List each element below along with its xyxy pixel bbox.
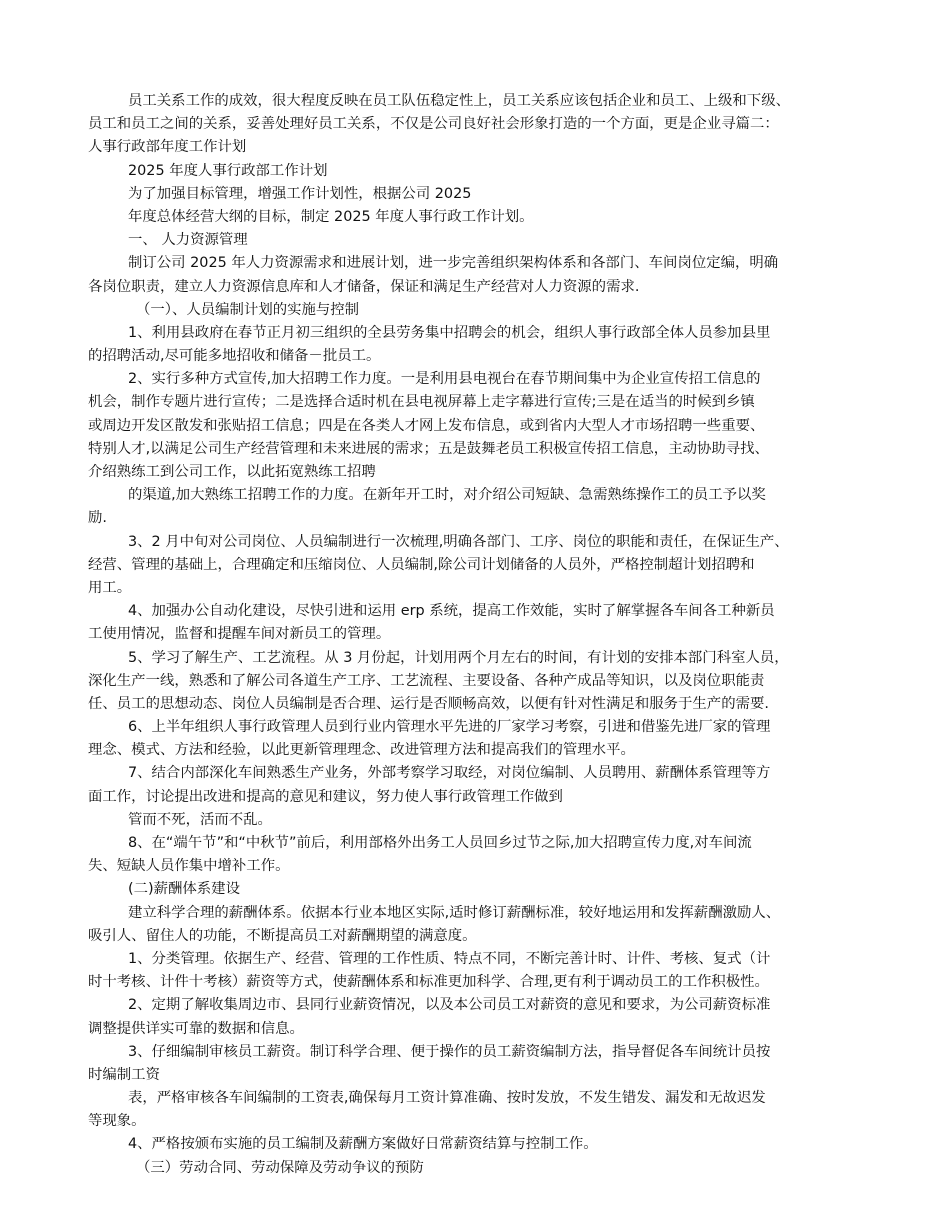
text-line: 各岗位职责，建立人力资源信息库和人才储备，保证和满足生产经营对人力资源的需求. (88, 278, 640, 295)
text-line: 3、仔细编制审核员工薪资。制订科学合理、便于操作的员工薪资编制方法，指导督促各车间统计员按 (128, 1043, 771, 1060)
text-line: 等现象。 (88, 1113, 146, 1130)
text-line: 任、员工的思想动态、岗位人员编制是否合理、运行是否顺畅高效，以便有针对性满足和服务于生产的需要. (88, 695, 769, 712)
text-line: 励. (88, 510, 107, 527)
text-line: 员工和员工之间的关系，妥善处理好员工关系，不仅是公司良好社会形象打造的一个方面，更是企业寻篇二： (88, 116, 779, 133)
text-line: 面工作，讨论提出改进和提高的意见和建议，努力使人事行政管理工作做到 (88, 788, 563, 805)
text-line: 的渠道,加大熟练工招聘工作的力度。在新年开工时，对介绍公司短缺、急需熟练操作工的员工予以奖 (128, 487, 766, 504)
text-line: 年度总体经营大纲的目标，制定 2025 年度人事行政工作计划。 (128, 208, 534, 225)
text-line: 2025 年度人事行政部工作计划 (128, 162, 328, 179)
text-line: 机会，制作专题片进行宣传；二是选择合适时机在县电视屏幕上走字幕进行宣传;三是在适当的时候到乡镇 (88, 394, 755, 411)
text-line: 时编制工资 (88, 1066, 160, 1083)
text-line: 6、上半年组织人事行政管理人员到行业内管理水平先进的厂家学习考察，引进和借鉴先进厂家的管理 (128, 719, 771, 736)
text-line: 4、严格按颁布实施的员工编制及薪酬方案做好日常薪资结算与控制工作。 (128, 1136, 598, 1153)
text-line: 3、2 月中旬对公司岗位、人员编制进行一次梳理,明确各部门、工序、岗位的职能和责任，在保证生产、 (128, 533, 789, 550)
text-line: 8、在“端午节”和“中秋节”前后，利用部格外出务工人员回乡过节之际,加大招聘宣传力度,对车间流 (128, 835, 752, 851)
text-line: 介绍熟练工到公司工作，以此拓宽熟练工招聘 (88, 464, 376, 480)
text-line: 吸引人、留住人的功能，不断提高员工对薪酬期望的满意度。 (88, 927, 477, 944)
text-line: 或周边开发区散发和张贴招工信息；四是在各类人才网上发布信息，或到省内大型人才市场招聘一些重要、 (88, 417, 765, 434)
text-line: 特别人才,以满足公司生产经营管理和未来进展的需求；五是鼓舞老员工积极宣传招工信息，主动协助寻找、 (88, 440, 769, 457)
text-line: 1、分类管理。依据生产、经营、管理的工作性质、特点不同，不断完善计时、计件、考核、复式（计 (128, 950, 771, 967)
section-heading: 一、 人力资源管理 (128, 232, 248, 249)
text-line: 建立科学合理的薪酬体系。依据本行业本地区实际,适时修订薪酬标准，较好地运用和发挥薪酬激励人、 (128, 904, 781, 921)
text-line: 经营、管理的基础上，合理确定和压缩岗位、人员编制,除公司计划储备的人员外，严格控制超计划招聘和 (88, 556, 755, 573)
text-line: 调整提供详实可靠的数据和信息。 (88, 1020, 304, 1037)
text-line: 的招聘活动,尽可能多地招收和储备－批员工。 (88, 348, 381, 365)
text-line: 深化生产一线，熟悉和了解公司各道生产工序、工艺流程、主要设备、各种产成品等知识，以及岗位职能责 (88, 672, 765, 689)
text-line: 5、学习了解生产、工艺流程。从 3 月份起，计划用两个月左右的时间，有计划的安排本部门科室人员， (128, 649, 789, 666)
text-line: 理念、模式、方法和经验，以此更新管理理念、改进管理方法和提高我们的管理水平。 (88, 742, 635, 759)
subsection-heading: (二)薪酬体系建设 (128, 881, 240, 898)
text-line: 用工。 (88, 579, 132, 596)
text-line: 人事行政部年度工作计划 (88, 139, 247, 156)
text-line: 时十考核、计件十考核）薪资等方式，使薪酬体系和标准更加科学、合理,更有利于调动员工的工作积极性。 (88, 974, 769, 991)
text-line: 4、加强办公自动化建设，尽快引进和运用 erp 系统，提高工作效能，实时了解掌握各车间各工种新员 (128, 603, 775, 620)
text-line: 表，严格审核各车间编制的工资表,确保每月工资计算准确、按时发放，不发生错发、漏发和无故迟发 (128, 1090, 766, 1107)
text-line: 2、定期了解收集周边市、县同行业薪资情况，以及本公司员工对薪资的意见和要求，为公司薪资标准 (128, 997, 771, 1014)
text-line: 管而不死，活而不乱。 (128, 811, 272, 828)
text-line: 制订公司 2025 年人力资源需求和进展计划，进一步完善组织架构体系和各部门、车间岗位定编，明确 (128, 255, 779, 272)
text-line: 1、利用县政府在春节正月初三组织的全县劳务集中招聘会的机会，组织人事行政部全体人员参加县里 (128, 324, 771, 341)
subsection-heading: （三）劳动合同、劳动保障及劳动争议的预防 (136, 1159, 424, 1176)
text-line: 工使用情况，监督和提醒车间对新员工的管理。 (88, 626, 391, 643)
subsection-heading: （一）、人员编制计划的实施与控制 (136, 301, 360, 318)
text-line: 失、短缺人员作集中增补工作。 (88, 858, 290, 875)
text-line: 7、结合内部深化车间熟悉生产业务，外部考察学习取经，对岗位编制、人员聘用、薪酬体系管理等方 (128, 765, 771, 782)
text-line: 员工关系工作的成效，很大程度反映在员工队伍稳定性上，员工关系应该包括企业和员工、上级和下级、 (128, 93, 790, 109)
text-line: 2、实行多种方式宣传,加大招聘工作力度。一是利用县电视台在春节期间集中为企业宣传招工信息的 (128, 371, 761, 388)
text-line: 为了加强目标管理，增强工作计划性，根据公司 2025 (128, 185, 472, 202)
document-page (88, 90, 866, 1180)
